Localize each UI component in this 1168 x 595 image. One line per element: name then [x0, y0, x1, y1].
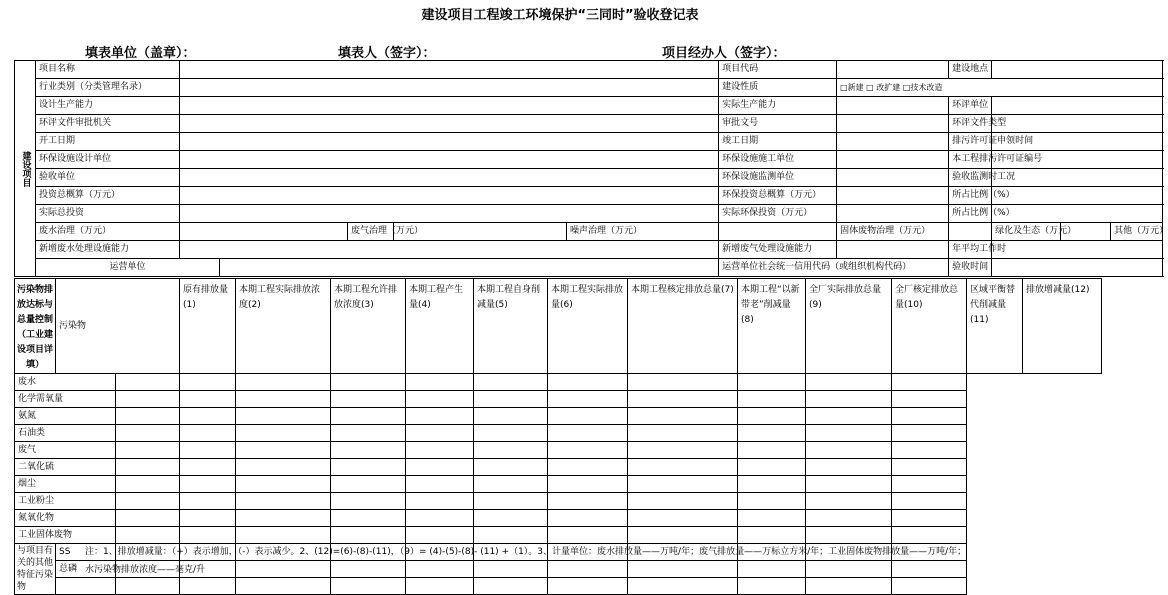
value-cell[interactable] [180, 442, 236, 459]
nature-options[interactable] [837, 79, 1163, 97]
value-cell[interactable] [180, 425, 236, 442]
value-cell[interactable] [236, 476, 331, 493]
value-cell[interactable] [892, 391, 967, 408]
header-row: 污染物排放达标与总量控制（工业建设项目详填） 污染物 原有排放量(1) 本期工程实际排放浓度(2) 本期工程允许排放浓度(3) 本期工程产生量(4) 本期工程自身削减量(5) 本期工程实际排放量(6) 本期工程核定排放总量(7) 本期工程“以新带老”削减量(8) 全厂实际排放总量(9) 全厂核定排放总量(10) 区域平衡替代削减量(11) 排放增减量(12) [15, 279, 1102, 374]
table-row [15, 459, 1102, 476]
value-cell[interactable] [806, 527, 892, 544]
table-row [15, 527, 1102, 544]
value-cell[interactable] [628, 442, 738, 459]
value-cell[interactable] [406, 391, 474, 408]
value-cell[interactable] [406, 476, 474, 493]
value-cell[interactable] [892, 408, 967, 425]
value-cell[interactable] [738, 510, 806, 527]
table-row: 设计生产能力 实际生产能力 环评单位 [15, 97, 1163, 115]
value-cell[interactable] [474, 374, 548, 391]
value-cell[interactable] [806, 510, 892, 527]
value-cell[interactable] [892, 442, 967, 459]
table-row [15, 408, 1102, 425]
value-cell[interactable] [806, 374, 892, 391]
value-cell[interactable] [474, 391, 548, 408]
value-cell[interactable] [180, 408, 236, 425]
value-cell[interactable] [236, 442, 331, 459]
value-cell[interactable] [806, 391, 892, 408]
pollutant-side-label: 污染物排放达标与总量控制（工业建设项目详填） [15, 279, 56, 374]
value-cell[interactable] [116, 510, 180, 527]
table-row [15, 391, 1102, 408]
fill-unit-label: 填表单位（盖章）： [85, 46, 196, 61]
table-row: 与项目有关的其他特征污染物 SS [15, 544, 1102, 561]
value-cell[interactable] [116, 408, 180, 425]
handler-label: 项目经办人（签字）： [662, 46, 786, 61]
pollutant-label: 氮氧化物 [15, 510, 116, 527]
value-cell[interactable] [548, 459, 628, 476]
checkbox-expand[interactable]: □ 改扩建 [866, 83, 901, 92]
value-cell[interactable] [738, 442, 806, 459]
project-side-label: 建设项目 [15, 61, 36, 277]
value-cell[interactable] [892, 374, 967, 391]
value-cell[interactable] [406, 374, 474, 391]
table-row: 新增废水处理设施能力 新增废气处理设施能力 年平均工作时 [15, 241, 1163, 259]
pollutant-label: 废气 [15, 442, 116, 459]
value-cell[interactable] [331, 374, 406, 391]
table-row: 运营单位 运营单位社会统一信用代码（或组织机构代码） 验收时间 [15, 259, 1163, 277]
value-cell[interactable] [331, 391, 406, 408]
pollutant-label: 二氧化硫 [15, 459, 116, 476]
value-cell[interactable] [236, 459, 331, 476]
value-cell[interactable] [548, 510, 628, 527]
table-row: 环保设施设计单位 环保设施施工单位 本工程排污许可证编号 [15, 151, 1163, 169]
value-cell[interactable] [116, 442, 180, 459]
value-cell[interactable] [738, 425, 806, 442]
checkbox-tech[interactable]: □技术改造 [902, 83, 943, 92]
table-row [15, 374, 1102, 391]
value-cell[interactable] [406, 425, 474, 442]
value-cell[interactable] [180, 493, 236, 510]
value-cell[interactable] [116, 425, 180, 442]
value-cell[interactable] [806, 459, 892, 476]
value-cell[interactable] [628, 425, 738, 442]
value-cell[interactable] [331, 527, 406, 544]
value-cell[interactable] [406, 459, 474, 476]
value-cell[interactable] [180, 476, 236, 493]
pollutant-label: 废水 [15, 374, 116, 391]
note-line-1: 注：1、排放增减量：（+）表示增加，（-）表示减少。2、(12)=(6)-(8)-(11)，（9）= (4)-(5)-(8)- (11) +（1）。3、计量单位：废水排放量——万吨/年；废气排放量——万标立方米/年；工业固体废物排放量——万吨/年； [85, 547, 967, 557]
value-cell[interactable] [628, 408, 738, 425]
value-cell[interactable] [331, 510, 406, 527]
value-cell[interactable] [474, 425, 548, 442]
value-cell[interactable] [806, 442, 892, 459]
value-cell[interactable] [406, 527, 474, 544]
table-row: 投资总概算（万元） 环保投资总概算（万元） 所占比例（%） [15, 187, 1163, 205]
value-cell[interactable] [892, 459, 967, 476]
table-row: 建设项目 项目名称 项目代码 建设地点 [15, 61, 1163, 79]
project-name-field[interactable] [180, 61, 719, 79]
value-cell[interactable] [548, 391, 628, 408]
pollutant-label: 化学需氧量 [15, 391, 116, 408]
value-cell[interactable] [628, 510, 738, 527]
value-cell[interactable] [806, 493, 892, 510]
value-cell[interactable] [331, 425, 406, 442]
value-cell[interactable] [236, 493, 331, 510]
value-cell[interactable] [738, 408, 806, 425]
value-cell[interactable] [628, 374, 738, 391]
value-cell[interactable] [331, 408, 406, 425]
value-cell[interactable] [116, 459, 180, 476]
value-cell[interactable] [180, 391, 236, 408]
pollutant-label: 石油类 [15, 425, 116, 442]
value-cell[interactable] [236, 391, 331, 408]
table-row: 开工日期 竣工日期 排污许可证申领时间 [15, 133, 1163, 151]
table-row [15, 442, 1102, 459]
table-row: 行业类别（分类管理名录） 建设性质 □新建 □ 改扩建 □技术改造 [15, 79, 1163, 97]
value-cell[interactable] [548, 425, 628, 442]
value-cell[interactable] [738, 476, 806, 493]
filler-label: 填表人（签字）： [338, 46, 436, 61]
value-cell[interactable] [331, 459, 406, 476]
table-row: 总磷 [15, 561, 1102, 578]
value-cell[interactable] [474, 408, 548, 425]
value-cell[interactable] [180, 374, 236, 391]
value-cell[interactable] [406, 408, 474, 425]
pollutant-label: 工业固体废物 [15, 527, 116, 544]
value-cell[interactable] [474, 442, 548, 459]
form-title: 建设项目工程竣工环境保护“三同时”验收登记表 [421, 8, 699, 23]
checkbox-new[interactable]: □新建 [840, 83, 864, 92]
value-cell[interactable] [116, 476, 180, 493]
value-cell[interactable] [628, 527, 738, 544]
value-cell[interactable] [892, 493, 967, 510]
value-cell[interactable] [806, 476, 892, 493]
value-cell[interactable] [236, 374, 331, 391]
operator-label: 运营单位 [36, 259, 220, 277]
table-row [15, 510, 1102, 527]
value-cell[interactable] [236, 425, 331, 442]
value-cell[interactable] [892, 476, 967, 493]
value-cell[interactable] [180, 459, 236, 476]
value-cell[interactable] [548, 527, 628, 544]
value-cell[interactable] [406, 493, 474, 510]
table-row [15, 578, 1102, 595]
pollutant-label: 氨氮 [15, 408, 116, 425]
value-cell[interactable] [628, 476, 738, 493]
value-cell[interactable] [474, 510, 548, 527]
value-cell[interactable] [236, 527, 331, 544]
value-cell[interactable] [331, 493, 406, 510]
value-cell[interactable] [628, 493, 738, 510]
value-cell[interactable] [628, 391, 738, 408]
value-cell[interactable] [236, 510, 331, 527]
project-info-table [14, 60, 1168, 277]
value-cell[interactable] [892, 527, 967, 544]
value-cell[interactable] [116, 527, 180, 544]
value-cell[interactable] [474, 527, 548, 544]
value-cell[interactable] [548, 476, 628, 493]
value-cell[interactable] [628, 459, 738, 476]
value-cell[interactable] [180, 510, 236, 527]
value-cell[interactable] [474, 476, 548, 493]
value-cell[interactable] [892, 425, 967, 442]
value-cell[interactable] [474, 493, 548, 510]
value-cell[interactable] [738, 459, 806, 476]
table-row: 废水治理（万元） 废气治理（万元） 噪声治理（万元） 固体废物治理（万元） 绿化及生态（万元） 其他（万元） [15, 223, 1163, 241]
pollutant-label: 烟尘 [15, 476, 116, 493]
value-cell[interactable] [738, 493, 806, 510]
value-cell[interactable] [548, 442, 628, 459]
value-cell[interactable] [548, 493, 628, 510]
value-cell[interactable] [236, 408, 331, 425]
value-cell[interactable] [892, 510, 967, 527]
value-cell[interactable] [180, 527, 236, 544]
value-cell[interactable] [738, 374, 806, 391]
value-cell[interactable] [331, 442, 406, 459]
table-row: 实际总投资 实际环保投资（万元） 所占比例（%） [15, 205, 1163, 223]
value-cell[interactable] [806, 408, 892, 425]
note-line-2: 水污染物排放浓度——毫克/升 [85, 565, 206, 575]
value-cell[interactable] [806, 425, 892, 442]
table-row: 验收单位 环保设施监测单位 验收监测时工况 [15, 169, 1163, 187]
value-cell[interactable] [331, 476, 406, 493]
value-cell[interactable] [738, 391, 806, 408]
value-cell[interactable] [406, 442, 474, 459]
credit-code-label: 运营单位社会统一信用代码（或组织机构代码） [719, 259, 949, 277]
value-cell[interactable] [116, 374, 180, 391]
table-row: 环评文件审批机关 审批文号 环评文件类型 [15, 115, 1163, 133]
value-cell[interactable] [116, 391, 180, 408]
table-row [15, 493, 1102, 510]
value-cell[interactable] [548, 408, 628, 425]
value-cell[interactable] [548, 374, 628, 391]
table-row [15, 425, 1102, 442]
table-row [15, 476, 1102, 493]
value-cell[interactable] [738, 527, 806, 544]
value-cell[interactable] [116, 493, 180, 510]
other-pollutants-label: 与项目有关的其他特征污染物 [15, 544, 56, 595]
pollutant-label: 工业粉尘 [15, 493, 116, 510]
value-cell[interactable] [474, 459, 548, 476]
value-cell[interactable] [406, 510, 474, 527]
